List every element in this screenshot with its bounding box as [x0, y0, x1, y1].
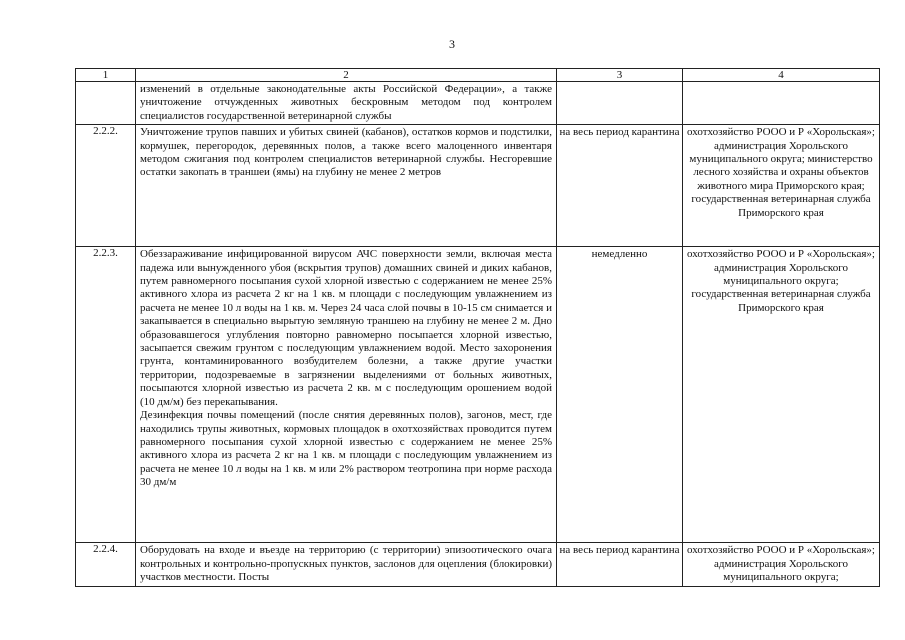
measure-term	[557, 82, 683, 125]
item-number: 2.2.3.	[76, 247, 136, 543]
measure-term: на весь период карантина	[557, 543, 683, 587]
page-number: 3	[449, 37, 455, 51]
measure-responsible	[683, 82, 880, 125]
measure-text	[136, 125, 557, 247]
measure-responsible: охотхозяйство РООО и Р «Хорольская»; администрация Хорольского муниципального округа; министерство лесного хозяйства и охраны объектов животного мира Приморского края; государственная ветеринарная служба Приморского края	[683, 125, 880, 247]
measure-paragraph: изменений в отдельные законодательные акты Российской Федерации», а также уничтожение отчужденных животных бескровным методом под контролем специалистов государственной ветеринарной службы	[140, 83, 552, 122]
measure-term: на весь период карантина	[557, 125, 683, 247]
header-cell: 3	[557, 69, 683, 82]
measure-responsible: охотхозяйство РООО и Р «Хорольская»; администрация Хорольского муниципального округа; государственная ветеринарная служба Приморского края	[683, 247, 880, 543]
table-row	[76, 125, 880, 247]
measure-term: немедленно	[557, 247, 683, 543]
measure-responsible: охотхозяйство РООО и Р «Хорольская»; администрация Хорольского муниципального округа;	[683, 543, 880, 587]
measure-text	[136, 82, 557, 125]
table-header-row	[76, 69, 880, 82]
measure-text	[136, 543, 557, 587]
header-cell: 2	[136, 69, 557, 82]
item-number: 2.2.2.	[76, 125, 136, 247]
header-cell: 1	[76, 69, 136, 82]
measure-paragraph: Дезинфекция почвы помещений (после снятия деревянных полов), загонов, мест, где находились трупы животных, кормовых площадок в охотхозяйствах проводится путем равномерного посыпания сухой хлорной известью с содержанием не менее 25% активного хлора из расчета 2 кг на 1 кв. м площади с последующим увлажнением из расчета не менее 10 л воды на 1 кв. м или 2% раствором теотропина при норме расхода 30 дм/м	[140, 409, 552, 489]
measure-text	[136, 247, 557, 543]
measure-paragraph: Оборудовать на входе и въезде на территорию (с территории) эпизоотического очага контрольных и контрольно-пропускных пунктов, заслонов для оцепления (блокировки) участков местности. Посты	[140, 544, 552, 584]
measure-paragraph: Уничтожение трупов павших и убитых свиней (кабанов), остатков кормов и подстилки, кормушек, перегородок, деревянных полов, а также всего малоценного инвентаря методом сжигания под контролем специалистов ветеринарной службы. Несгоревшие остатки закопать в траншеи (ямы) на глубину не менее 2 метров	[140, 126, 552, 179]
item-number: 2.2.4.	[76, 543, 136, 587]
item-number	[76, 82, 136, 125]
measures-table	[75, 68, 880, 587]
measure-paragraph: Обеззараживание инфицированной вирусом АЧС поверхности земли, включая места падежа или вынужденного убоя (вскрытия трупов) домашних свиней и диких кабанов, путем равномерного посыпания сухой хлорной известью с содержанием не менее 25% активного хлора из расчета 2 кг на 1 кв. м площади с последующим увлажнением из расчета не менее 10 л воды на 1 кв. м. Через 24 часа слой почвы в 10-15 см снимается и закапывается в специально вырытую земляную траншею на глубину не менее 2 м. Дно образовавшегося углубления повторно равномерно посыпается хлорной известью, засыпается свежим грунтом с последующим увлажнением водой. Место захоронения грунта, контаминированного возбудителем болезни, а также другие участки территории, подозреваемые в загрязнении выделениями от больных животных, посыпаются хлорной известью из расчета 2 кв. м с последующим орошением водой (10 дм/м) без перекапывания.	[140, 248, 552, 408]
table-row	[76, 247, 880, 543]
table-row	[76, 543, 880, 587]
header-cell: 4	[683, 69, 880, 82]
table-row	[76, 82, 880, 125]
